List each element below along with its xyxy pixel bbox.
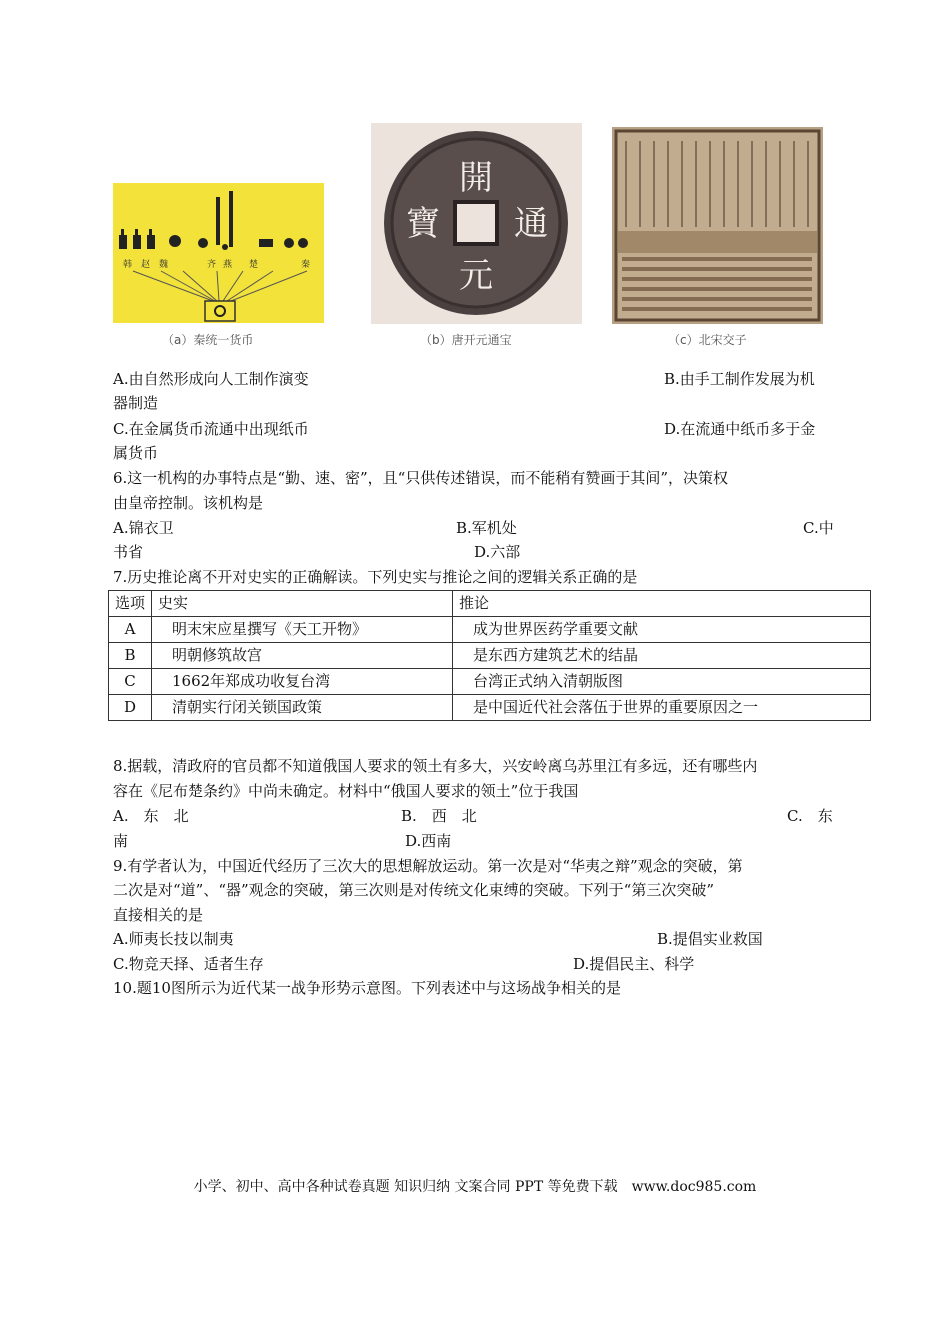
q6-option-d: D.六部: [474, 543, 521, 561]
row-option: B: [109, 643, 152, 669]
label-qi: 齐: [207, 260, 217, 270]
q7-stem: 7.历史推论离不开对史实的正确解读。下列史实与推论之间的逻辑关系正确的是: [113, 568, 638, 586]
figure-b-caption: （b）唐开元通宝: [420, 333, 512, 347]
q9-option-a: A.师夷长技以制夷: [113, 930, 234, 948]
row-inference: 是中国近代社会落伍于世界的重要原因之一: [453, 695, 871, 721]
coin-char-top: 開: [459, 158, 493, 198]
table-row: [109, 669, 871, 695]
q8-option-c-cont: 南: [113, 832, 129, 850]
coin-char-bottom: 元: [459, 256, 493, 296]
coin-illustration: [371, 123, 582, 324]
table-row: [109, 695, 871, 721]
row-inference: 是东西方建筑艺术的结晶: [453, 643, 871, 669]
row-fact: 明末宋应星撰写《天工开物》: [152, 617, 453, 643]
q6-option-c-cont: 书省: [113, 543, 144, 561]
spade-coins-icon: [119, 229, 181, 249]
label-zhao: 赵: [141, 260, 151, 270]
header-option: 选项: [109, 591, 152, 617]
q5-option-b-cont: 器制造: [113, 394, 159, 412]
row-inference: 成为世界医药学重要文献: [453, 617, 871, 643]
page-footer: 小学、初中、高中各种试卷真题 知识归纳 文案合同 PPT 等免费下载 www.doc985.com: [193, 1179, 757, 1195]
header-fact: 史实: [152, 591, 453, 617]
q9-option-b: B.提倡实业救国: [657, 930, 763, 948]
header-inference: 推论: [453, 591, 871, 617]
q5-option-a: A.由自然形成向人工制作演变: [113, 370, 309, 388]
q9-option-c: C.物竞天择、适者生存: [113, 955, 264, 973]
label-wei: 魏: [159, 260, 169, 270]
q8-option-c: C. 东: [787, 807, 833, 825]
q10-stem: 10.题10图所示为近代某一战争形势示意图。下列表述中与这场战争相关的是: [113, 979, 621, 997]
q7-table: [108, 590, 871, 721]
q8-stem-line2: 容在《尼布楚条约》中尚未确定。材料中“俄国人要求的领土”位于我国: [113, 782, 579, 800]
round-coins-icon: [259, 238, 308, 248]
table-row: [109, 643, 871, 669]
label-qin: 秦: [301, 260, 311, 270]
row-fact: 明朝修筑故宫: [152, 643, 453, 669]
table-row: [109, 617, 871, 643]
coin-char-left: 寶: [406, 204, 440, 244]
q5-option-d-cont: 属货币: [113, 444, 159, 462]
figure-qin-currency: [113, 183, 324, 323]
q5-option-c: C.在金属货币流通中出现纸币: [113, 420, 309, 438]
row-option: D: [109, 695, 152, 721]
row-fact: 清朝实行闭关锁国政策: [152, 695, 453, 721]
coin-char-right: 通: [514, 204, 548, 244]
figure-jiaozi: [612, 127, 823, 324]
figure-kaiyuan-coin: [371, 123, 582, 324]
q9-stem-line3: 直接相关的是: [113, 906, 204, 924]
q8-stem-line1: 8.据载，清政府的官员都不知道俄国人要求的领土有多大，兴安岭离乌苏里江有多远，还有哪些内: [113, 757, 758, 775]
knife-coins-icon: [198, 191, 233, 250]
figure-c-caption: （c）北宋交子: [668, 333, 747, 347]
q9-stem-line2: 二次是对“道”、“器”观念的突破，第三次则是对传统文化束缚的突破。下列于“第三次突破”: [113, 881, 715, 899]
q8-option-d: D.西南: [405, 832, 452, 850]
q6-stem-line2: 由皇帝控制。该机构是: [113, 494, 264, 512]
q6-option-a: A.锦衣卫: [113, 519, 174, 537]
row-option: A: [109, 617, 152, 643]
q9-option-d: D.提倡民主、科学: [573, 955, 695, 973]
q5-option-b: B.由手工制作发展为机: [664, 370, 815, 388]
label-yan: 燕: [223, 260, 233, 270]
q5-option-d: D.在流通中纸币多于金: [664, 420, 816, 438]
row-inference: 台湾正式纳入清朝版图: [453, 669, 871, 695]
label-han: 韩: [123, 260, 133, 270]
jiaozi-illustration: [612, 127, 823, 324]
q9-stem-line1: 9.有学者认为，中国近代经历了三次大的思想解放运动。第一次是对“华夷之辩”观念的突破，第: [113, 857, 743, 875]
row-fact: 1662年郑成功收复台湾: [152, 669, 453, 695]
q6-option-b: B.军机处: [456, 519, 517, 537]
figure-a-caption: （a）秦统一货币: [162, 333, 254, 347]
q8-option-b: B. 西 北: [401, 807, 477, 825]
table-header-row: [109, 591, 871, 617]
q6-stem-line1: 6.这一机构的办事特点是“勤、速、密”，且“只供传述错误，而不能稍有赞画于其间”，决策权: [113, 469, 728, 487]
label-chu: 楚: [249, 260, 259, 270]
row-option: C: [109, 669, 152, 695]
q6-option-c: C.中: [803, 519, 834, 537]
qin-currency-illustration: [113, 183, 324, 323]
q8-option-a: A. 东 北: [113, 807, 189, 825]
